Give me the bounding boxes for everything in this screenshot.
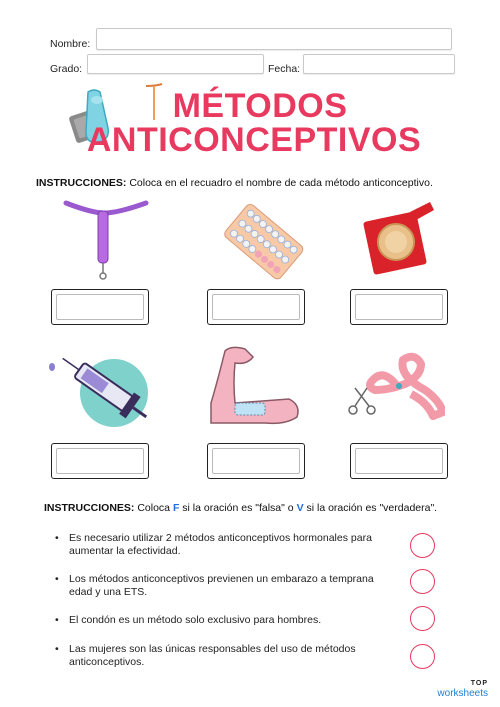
statement-4: • Las mujeres son las únicas responsables del uso de métodos anticonceptivos.	[55, 643, 395, 669]
arm-implant-icon	[205, 343, 305, 428]
instructions-1-text: Coloca en el recuadro el nombre de cada método anticonceptivo.	[126, 177, 433, 189]
grado-input[interactable]	[87, 54, 264, 74]
statement-2: • Los métodos anticonceptivos previenen un embarazo a temprana edad y una ETS.	[55, 573, 395, 599]
statement-3: • El condón es un método solo exclusivo para hombres.	[55, 614, 395, 627]
grado-label: Grado:	[50, 63, 83, 75]
answer-box-1[interactable]	[51, 289, 149, 325]
instructions-2-mid1: si la oración es "falsa" o	[179, 502, 297, 514]
statement-4-text: Las mujeres son las únicas responsables del uso de métodos anticonceptivos.	[69, 643, 356, 668]
instructions-1-label: INSTRUCCIONES:	[36, 177, 127, 189]
instructions-2-mid2: si la oración es "verdadera".	[303, 502, 438, 514]
nombre-label: Nombre:	[50, 38, 91, 50]
instructions-2-pre: Coloca	[134, 502, 173, 514]
answer-circle-3[interactable]	[410, 606, 435, 631]
answer-circle-4[interactable]	[410, 644, 435, 669]
answer-box-3[interactable]	[350, 289, 448, 325]
instructions-1	[36, 177, 433, 189]
title-line2: ANTICONCEPTIVOS	[86, 121, 422, 159]
answer-box-2[interactable]	[207, 289, 305, 325]
statement-1: • Es necesario utilizar 2 métodos anticonceptivos hormonales para aumentar la efectividad.	[55, 532, 395, 558]
false-letter: F	[172, 502, 180, 514]
topworksheets-logo[interactable]	[437, 679, 488, 699]
answer-circle-2[interactable]	[410, 569, 435, 594]
answer-box-5[interactable]	[207, 443, 305, 479]
true-letter: V	[296, 502, 304, 514]
fecha-label: Fecha:	[268, 63, 301, 75]
instructions-2-label: INSTRUCCIONES:	[44, 502, 135, 514]
iud-icon	[62, 197, 152, 282]
fecha-input[interactable]	[303, 54, 455, 74]
statement-1-text: Es necesario utilizar 2 métodos anticonceptivos hormonales para aumentar la efectividad.	[69, 532, 372, 557]
pill-pack-icon	[216, 196, 311, 286]
statement-2-text: Los métodos anticonceptivos previenen un embarazo a temprana edad y una ETS.	[69, 573, 374, 598]
answer-box-4[interactable]	[51, 443, 149, 479]
logo-name: worksheets	[437, 688, 488, 699]
condom-icon	[360, 198, 440, 278]
statement-3-text: El condón es un método solo exclusivo para hombres.	[69, 614, 322, 626]
answer-box-6[interactable]	[350, 443, 448, 479]
tubal-ligation-icon	[345, 350, 445, 430]
injection-icon	[44, 345, 159, 430]
answer-circle-1[interactable]	[410, 533, 435, 558]
logo-top: TOP	[470, 680, 488, 687]
instructions-2	[44, 502, 437, 514]
nombre-input[interactable]	[96, 28, 452, 50]
title-line1: MÉTODOS	[172, 87, 348, 125]
